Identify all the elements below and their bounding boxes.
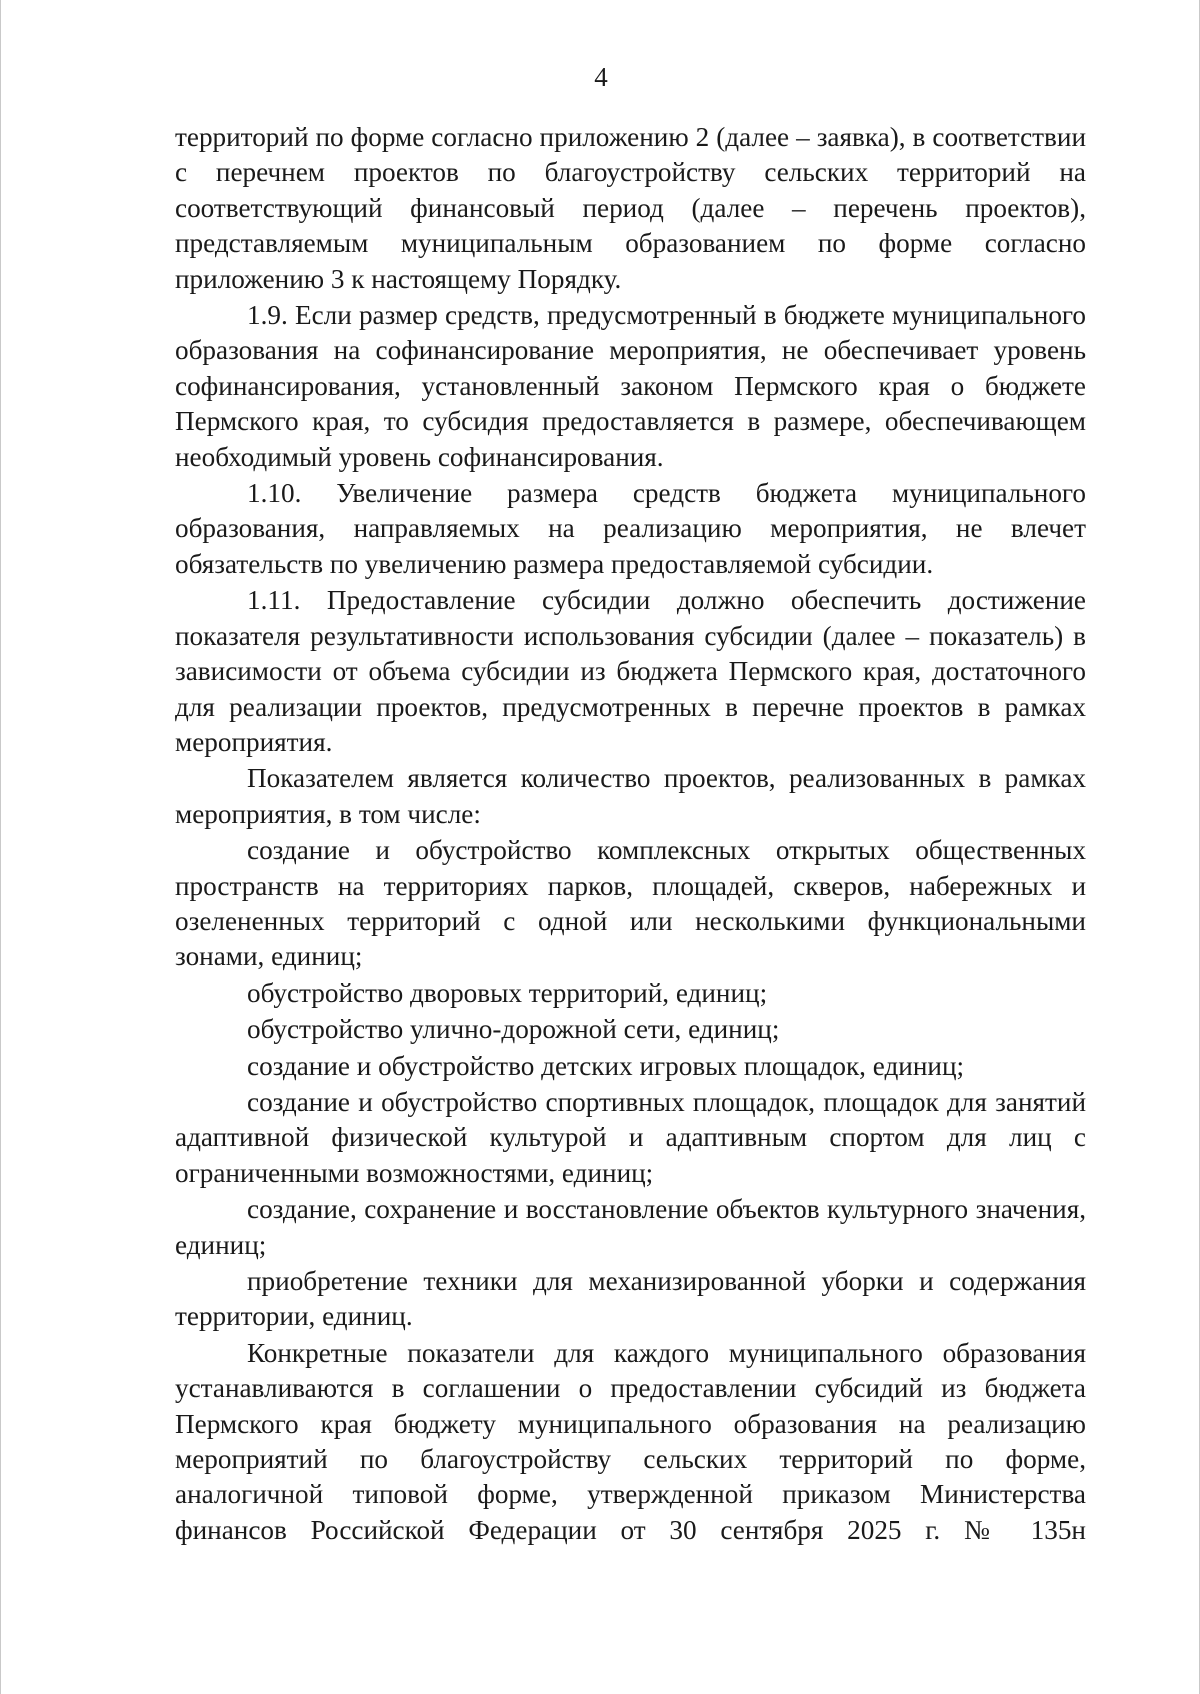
list-item-roads: обустройство улично-дорожной сети, единиц;: [247, 1014, 780, 1045]
document-body: [175, 120, 1086, 1548]
list-item-public-spaces: создание и обустройство комплексных открытых общественных пространств на территориях парков, площадей, скверов, набережных и озелененных территорий с одной или несколькими функциональными зонами, единиц;: [175, 835, 1086, 972]
list-item-sports-grounds: создание и обустройство спортивных площадок, площадок для занятий адаптивной физической культурой и адаптивным спортом для лиц с ограниченными возможностями, единиц;: [175, 1086, 1086, 1188]
paragraph-specific-indicators: Конкретные показатели для каждого муниципального образования устанавливаются в соглашении о предоставлении субсидий из бюджета Пермского края бюджету муниципального образования на реализацию мероприятий по благоустройству сельских территорий по форме, аналогичной типовой форме, утвержденной приказом Министерства финансов Российской Федерации от 30 сентября 2025 г. № 135н: [175, 1337, 1086, 1545]
paragraph-1-11: 1.11. Предоставление субсидии должно обеспечить достижение показателя результативности использования субсидии (далее – показатель) в зависимости от объема субсидии из бюджета Пермского края, достаточного для реализации проектов, предусмотренных в перечне проектов в рамках мероприятия.: [175, 585, 1086, 757]
paragraph-indicator-intro: Показателем является количество проектов, реализованных в рамках мероприятия, в том числе:: [175, 763, 1086, 829]
list-item-yards: обустройство дворовых территорий, единиц;: [247, 977, 768, 1008]
paragraph-1-9: 1.9. Если размер средств, предусмотренный в бюджете муниципального образования на софинансирование мероприятия, не обеспечивает уровень софинансирования, установленный законом Пермского края о бюджете Пермского края, то субсидия предоставляется в размере, обеспечивающем необходимый уровень софинансирования.: [175, 300, 1086, 472]
list-item-playgrounds: создание и обустройство детских игровых площадок, единиц;: [247, 1050, 965, 1081]
page-number: 4: [594, 62, 608, 92]
paragraph-application-form: территорий по форме согласно приложению 2 (далее – заявка), в соответствии с перечнем проектов по благоустройству сельских территорий на соответствующий финансовый период (далее – перечень проектов), представляемым муниципальным образованием по форме согласно приложению 3 к настоящему Порядку.: [175, 122, 1086, 294]
list-item-cultural-objects: создание, сохранение и восстановление объектов культурного значения, единиц;: [175, 1194, 1086, 1260]
paragraph-1-10: 1.10. Увеличение размера средств бюджета муниципального образования, направляемых на реализацию мероприятия, не влечет обязательств по увеличению размера предоставляемой субсидии.: [175, 478, 1086, 579]
list-item-equipment: приобретение техники для механизированной уборки и содержания территории, единиц.: [175, 1266, 1086, 1332]
